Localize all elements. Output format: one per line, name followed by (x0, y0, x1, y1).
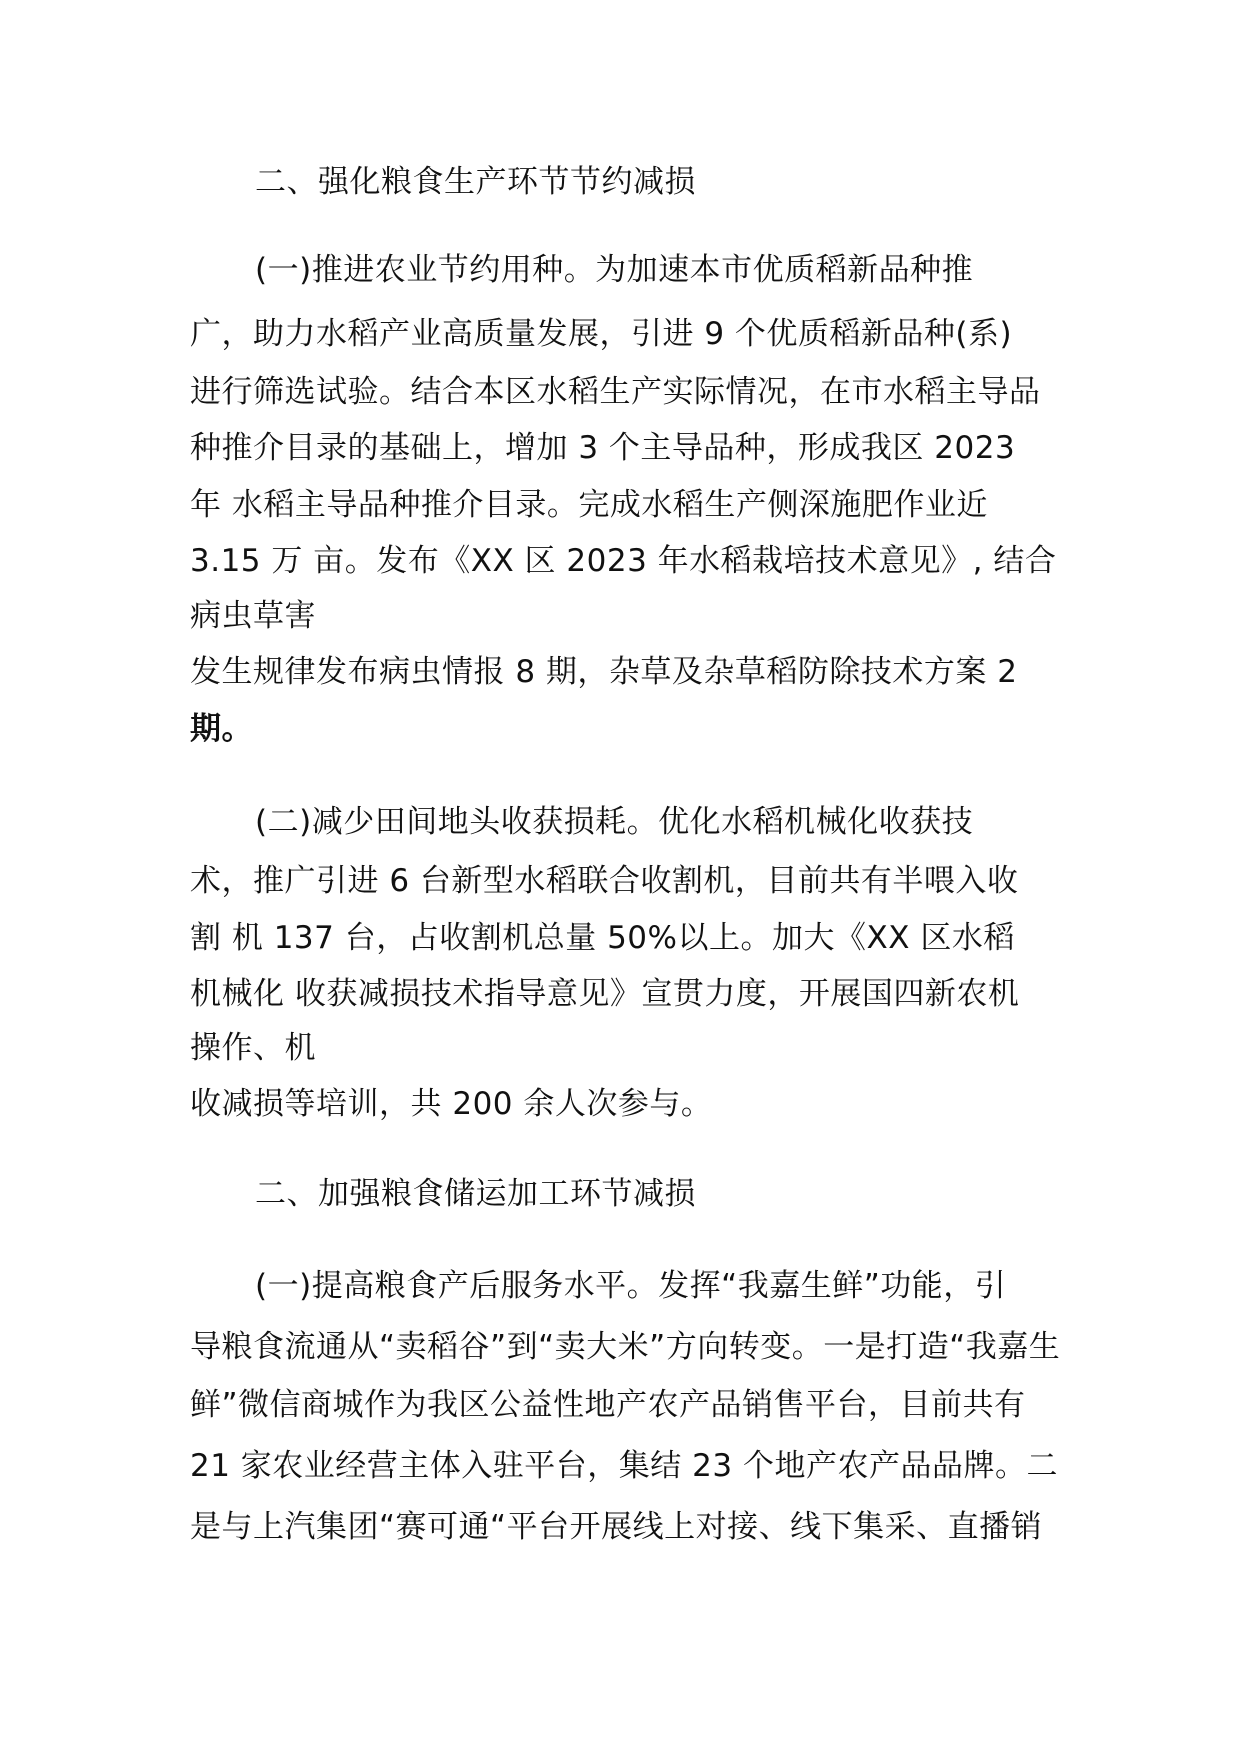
paragraph-line: 3.15 万 亩。发布《XX 区 2023 年水稻栽培技术意见》, 结合 (190, 543, 1057, 579)
paragraph-line: (二)减少田间地头收获损耗。优化水稻机械化收获技 (255, 804, 974, 840)
paragraph-line: 病虫草害 (190, 598, 316, 634)
paragraph-line: (一)推进农业节约用种。为加速本市优质稻新品种推 (255, 252, 974, 288)
paragraph-line: 术，推广引进 6 台新型水稻联合收割机，目前共有半喂入收 (190, 863, 1019, 899)
section-heading: 二、强化粮食生产环节节约减损 (255, 164, 696, 200)
paragraph-line: 收减损等培训，共 200 余人次参与。 (190, 1086, 713, 1122)
paragraph-line: 种推介目录的基础上，增加 3 个主导品种，形成我区 2023 (190, 430, 1016, 466)
section-heading: 二、加强粮食储运加工环节减损 (255, 1176, 696, 1212)
paragraph-line: 发生规律发布病虫情报 8 期，杂草及杂草稻防除技术方案 2 (190, 654, 1018, 690)
paragraph-line: 年 水稻主导品种推介目录。完成水稻生产侧深施肥作业近 (190, 487, 988, 523)
paragraph-line: 操作、机 (190, 1030, 316, 1066)
paragraph-line: 机械化 收获减损技术指导意见》宣贯力度，开展国四新农机 (190, 976, 1020, 1012)
paragraph-line: 21 家农业经营主体入驻平台，集结 23 个地产农产品品牌。二 (190, 1448, 1058, 1484)
paragraph-line: 割 机 137 台，占收割机总量 50%以上。加大《XX 区水稻 (190, 920, 1015, 956)
paragraph-line: 鲜”微信商城作为我区公益性地产农产品销售平台，目前共有 (190, 1387, 1026, 1423)
paragraph-line: 导粮食流通从“卖稻谷”到“卖大米”方向转变。一是打造“我嘉生 (190, 1329, 1061, 1365)
paragraph-line: 是与上汽集团“赛可通“平台开展线上对接、线下集采、直播销 (190, 1509, 1043, 1545)
paragraph-line: (一)提高粮食产后服务水平。发挥“我嘉生鲜”功能，引 (255, 1268, 1007, 1304)
paragraph-line: 广，助力水稻产业高质量发展，引进 9 个优质稻新品种(系) (190, 316, 1013, 352)
paragraph-line: 期。 (190, 711, 253, 747)
paragraph-line: 进行筛选试验。结合本区水稻生产实际情况，在市水稻主导品 (190, 374, 1041, 410)
